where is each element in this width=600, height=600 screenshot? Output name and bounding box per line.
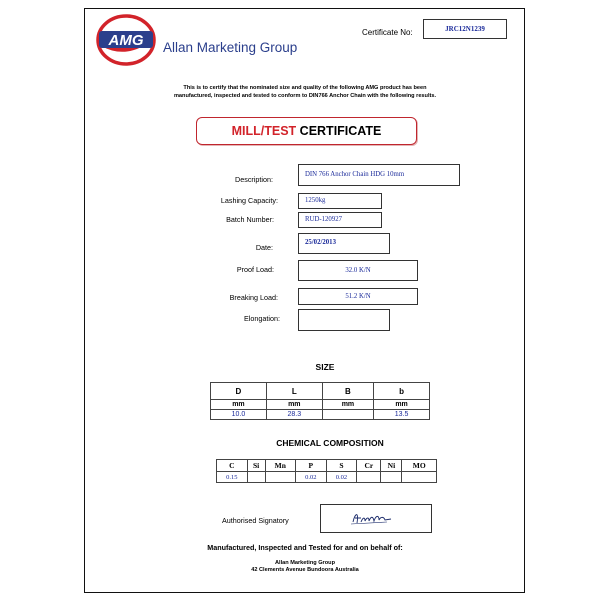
certificate-title — [196, 117, 417, 145]
description-field: DIN 766 Anchor Chain HDG 10mm — [298, 164, 460, 186]
signature-box — [320, 504, 432, 533]
chem-header-s: S — [326, 460, 357, 472]
size-unit: mm — [211, 400, 267, 410]
chemical-title: CHEMICAL COMPOSITION — [276, 438, 384, 448]
breaking-load-label: Breaking Load: — [229, 293, 278, 302]
chem-header-ni: Ni — [381, 460, 402, 472]
size-value-b-upper — [322, 410, 373, 420]
signature-image — [321, 505, 431, 532]
title-certificate: CERTIFICATE — [296, 124, 382, 138]
chem-value-cr — [357, 472, 381, 483]
proof-load-label: Proof Load: — [236, 265, 274, 274]
certificate-no-value: JRC12N1239 — [423, 19, 507, 39]
footer-statement: Manufactured, Inspected and Tested for and on behalf of: — [207, 543, 403, 552]
intro-text — [150, 84, 460, 100]
intro-line-1: This is to certify that the nominated size and quality of the following AMG product has been — [183, 85, 427, 91]
size-header-d: D — [211, 383, 267, 400]
chem-header-mo: MO — [402, 460, 437, 472]
size-value-d: 10.0 — [211, 410, 267, 420]
intro-line-2: manufactured, inspected and tested to conform to DIN766 Anchor Chain with the following results. — [173, 93, 437, 99]
elongation-field — [298, 309, 390, 331]
size-unit: mm — [374, 400, 430, 410]
lashing-label: Lashing Capacity: — [220, 196, 278, 205]
size-table — [210, 382, 430, 420]
chem-value-c: 0.15 — [217, 472, 248, 483]
size-unit: mm — [322, 400, 373, 410]
signatory-label: Authorised Signatory — [222, 516, 289, 525]
size-header-b-lower: b — [374, 383, 430, 400]
size-value-b-lower: 13.5 — [374, 410, 430, 420]
batch-label: Batch Number: — [226, 215, 274, 224]
chem-header-c: C — [217, 460, 248, 472]
chem-value-s: 0.02 — [326, 472, 357, 483]
chem-value-si — [247, 472, 265, 483]
size-header-l: L — [266, 383, 322, 400]
logo-text: AMG — [108, 32, 144, 49]
date-field: 25/02/2013 — [298, 233, 390, 254]
proof-load-field: 32.0 K/N — [298, 260, 418, 281]
company-name: Allan Marketing Group — [163, 40, 298, 55]
breaking-load-field: 51.2 K/N — [298, 288, 418, 305]
size-header-b-upper: B — [322, 383, 373, 400]
date-label: Date: — [255, 243, 273, 252]
size-unit: mm — [266, 400, 322, 410]
footer-address: 42 Clements Avenue Bundoora Australia — [251, 567, 359, 573]
size-value-l: 28.3 — [266, 410, 322, 420]
elongation-label: Elongation: — [244, 314, 280, 323]
chem-value-mn — [265, 472, 295, 483]
chem-value-p: 0.02 — [295, 472, 326, 483]
chem-value-mo — [402, 472, 437, 483]
footer-address-block — [150, 560, 460, 574]
chem-header-mn: Mn — [265, 460, 295, 472]
chem-header-si: Si — [247, 460, 265, 472]
size-title: SIZE — [315, 362, 335, 372]
chemical-table — [216, 459, 437, 483]
amg-logo — [96, 14, 156, 66]
batch-field: RUD-120927 — [298, 212, 382, 228]
lashing-field: 1250kg — [298, 193, 382, 209]
certificate-no-label: Certificate No: — [362, 28, 413, 37]
description-label: Description: — [235, 175, 273, 184]
chem-header-p: P — [295, 460, 326, 472]
chem-value-ni — [381, 472, 402, 483]
chem-header-cr: Cr — [357, 460, 381, 472]
title-mill-test: MILL/TEST — [231, 124, 297, 138]
footer-company: Allan Marketing Group — [275, 560, 335, 566]
